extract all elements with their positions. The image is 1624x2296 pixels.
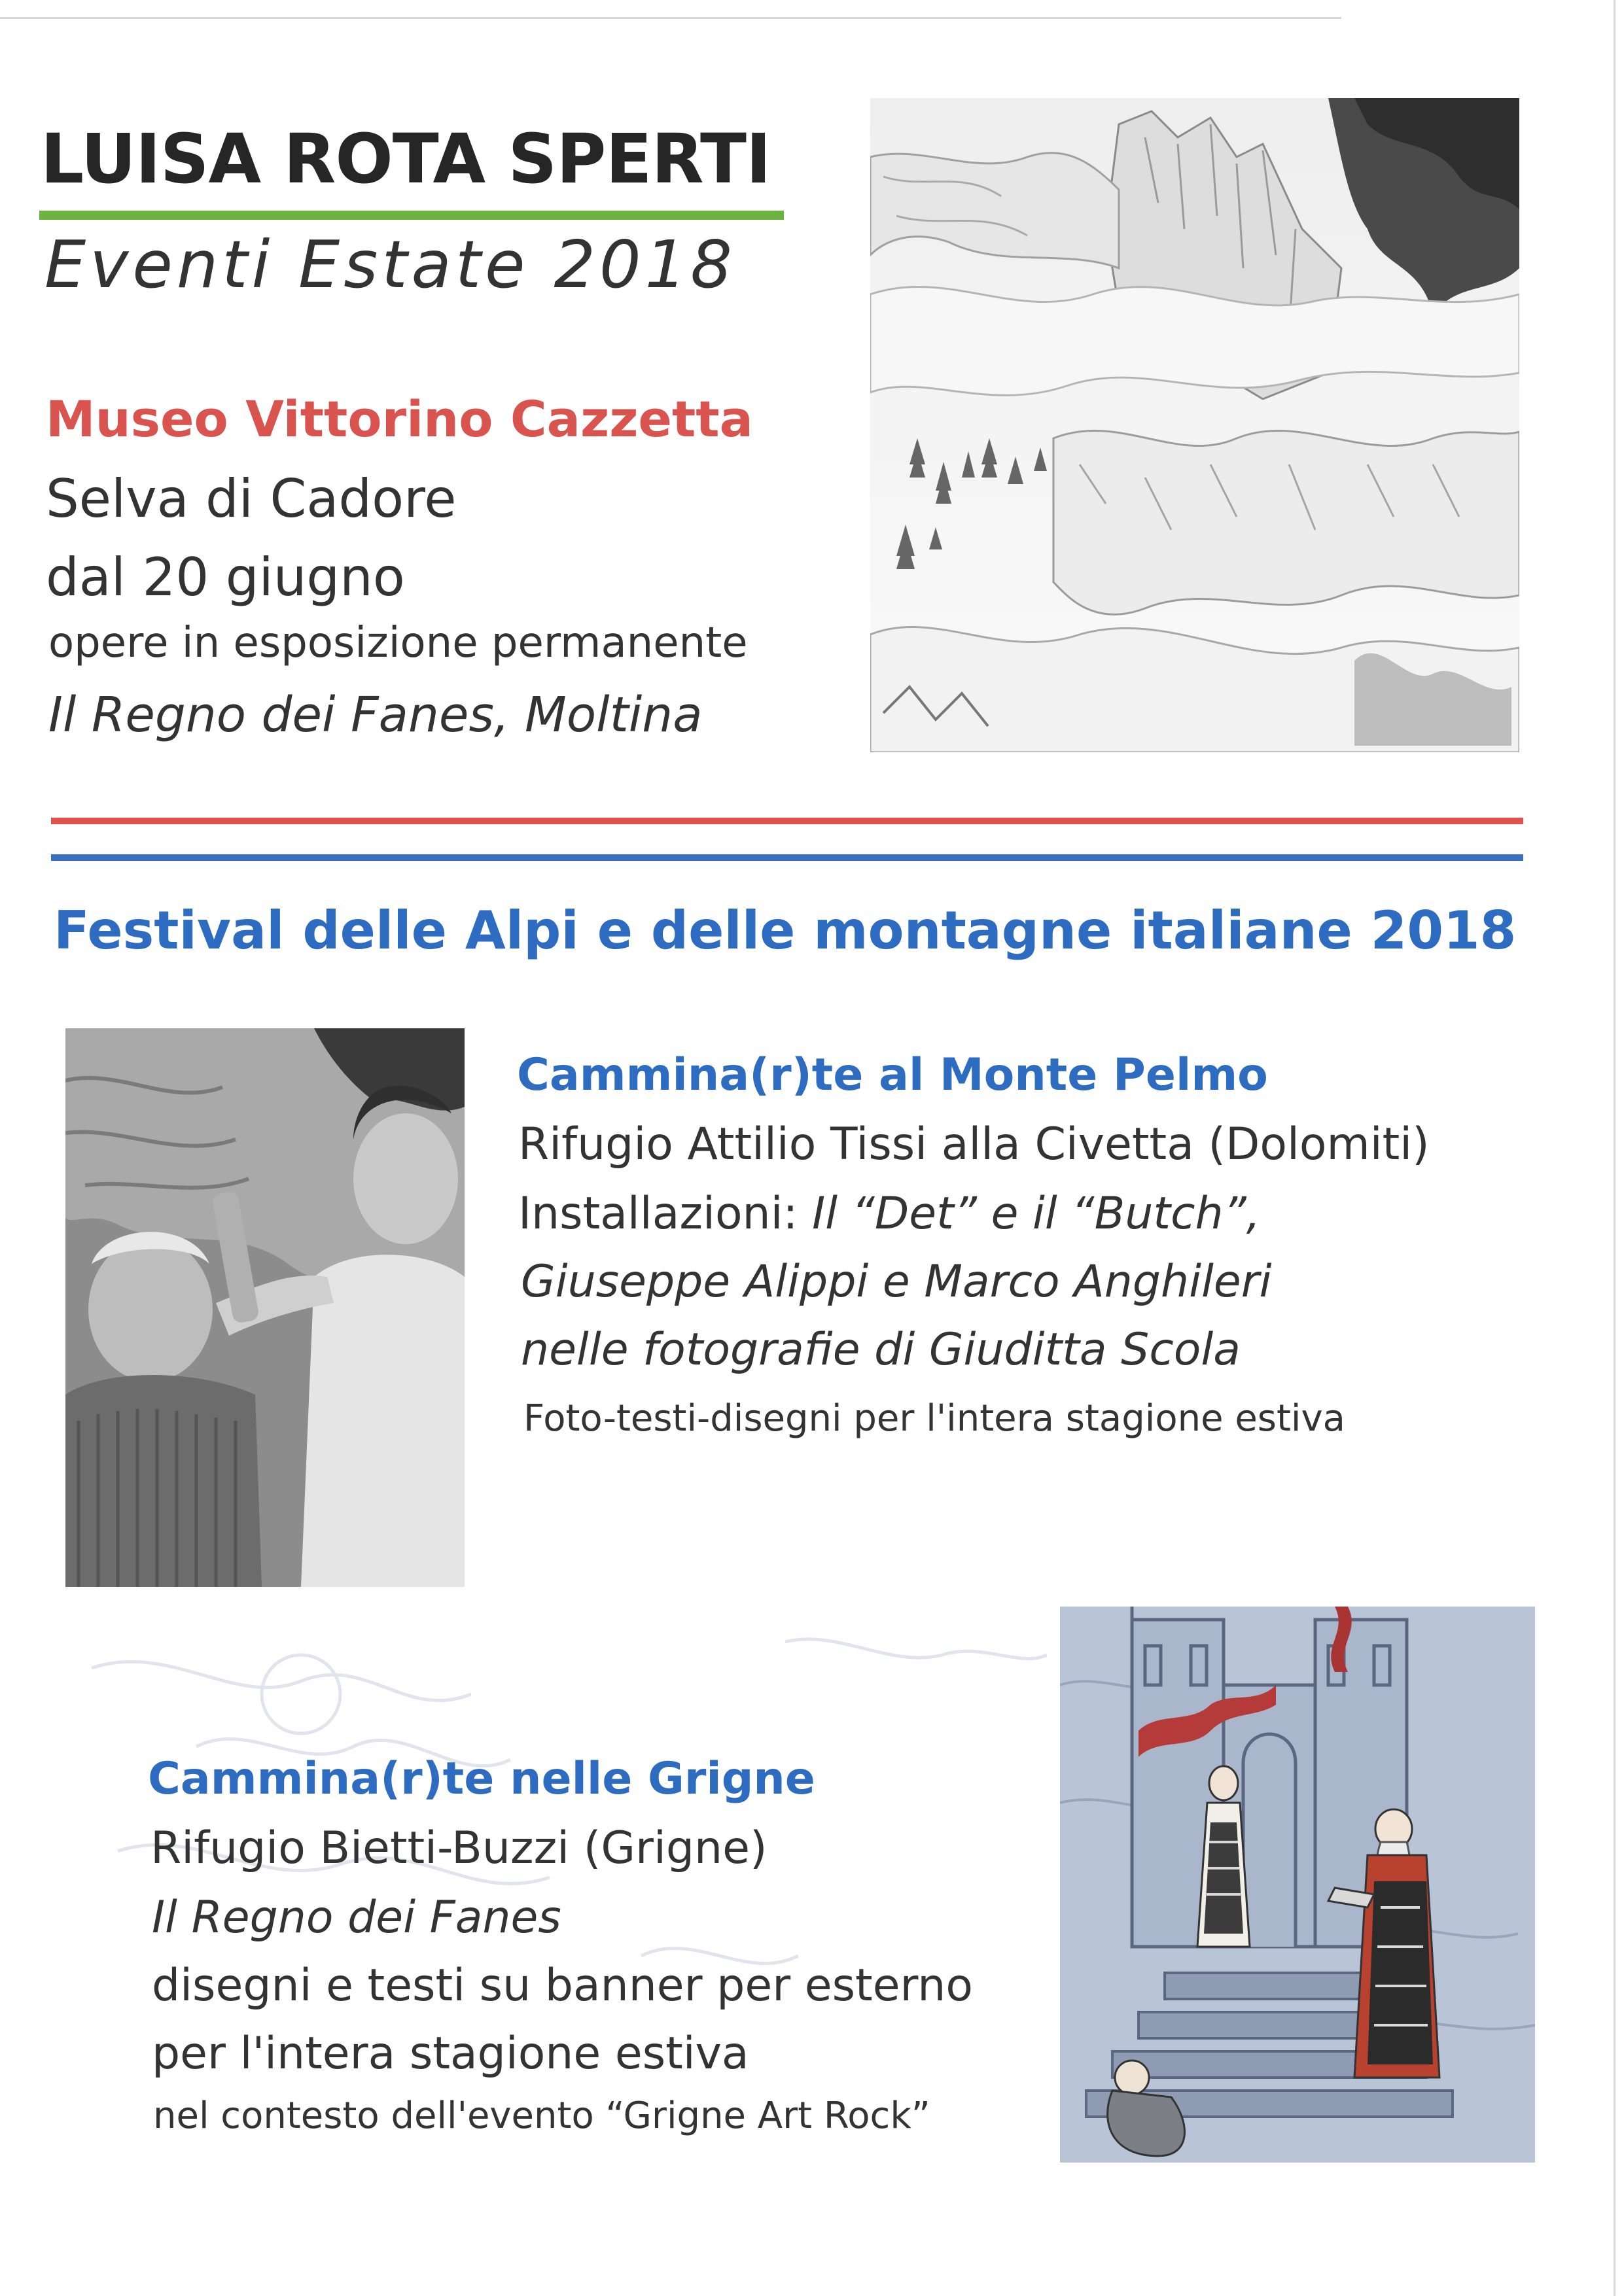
event-grigne-line: per l'intera stagione estiva [152, 2028, 749, 2079]
artist-name: LUISA ROTA SPERTI [41, 119, 771, 199]
scan-right-edge [1614, 0, 1615, 2296]
festival-title: Festival delle Alpi e delle montagne italiane 2018 [54, 900, 1517, 961]
event-grigne-line: Rifugio Bietti-Buzzi (Grigne) [150, 1822, 768, 1874]
blue-divider [51, 854, 1523, 861]
red-divider [51, 818, 1523, 824]
event-pelmo-line: Giuseppe Alippi e Marco Anghileri [521, 1256, 1272, 1308]
event-pelmo-line [518, 1188, 1260, 1240]
event-pelmo-title: Cammina(r)te al Monte Pelmo [517, 1049, 1268, 1101]
museum-name: Museo Vittorino Cazzetta [46, 390, 753, 448]
museum-description: opere in esposizione permanente [48, 619, 748, 667]
regno-dei-fanes-illustration [1060, 1607, 1535, 2163]
event-grigne-line: disegni e testi su banner per esterno [152, 1960, 974, 2011]
museum-date: dal 20 giugno [46, 547, 405, 608]
event-pelmo-line: nelle fotografie di Giuditta Scola [521, 1324, 1241, 1376]
installations-title: Il “Det” e il “Butch”, [812, 1188, 1261, 1240]
event-grigne-title: Cammina(r)te nelle Grigne [148, 1753, 815, 1805]
scan-top-edge [0, 17, 1341, 19]
museum-work-title: Il Regno dei Fanes, Moltina [48, 687, 703, 743]
event-grigne-line: Il Regno dei Fanes [152, 1892, 561, 1943]
event-grigne-line: nel contesto dell'evento “Grigne Art Rock” [153, 2095, 930, 2137]
green-underline [39, 211, 784, 220]
event-pelmo-line: Foto-testi-disegni per l'intera stagione estiva [523, 1397, 1345, 1440]
event-pelmo-line: Rifugio Attilio Tissi alla Civetta (Dolomiti) [518, 1119, 1430, 1170]
mountain-illustration [870, 98, 1519, 752]
climbers-photo [65, 1028, 465, 1587]
installations-label: Installazioni: [518, 1188, 813, 1240]
museum-place: Selva di Cadore [46, 468, 457, 529]
events-title: Eventi Estate 2018 [44, 226, 736, 303]
